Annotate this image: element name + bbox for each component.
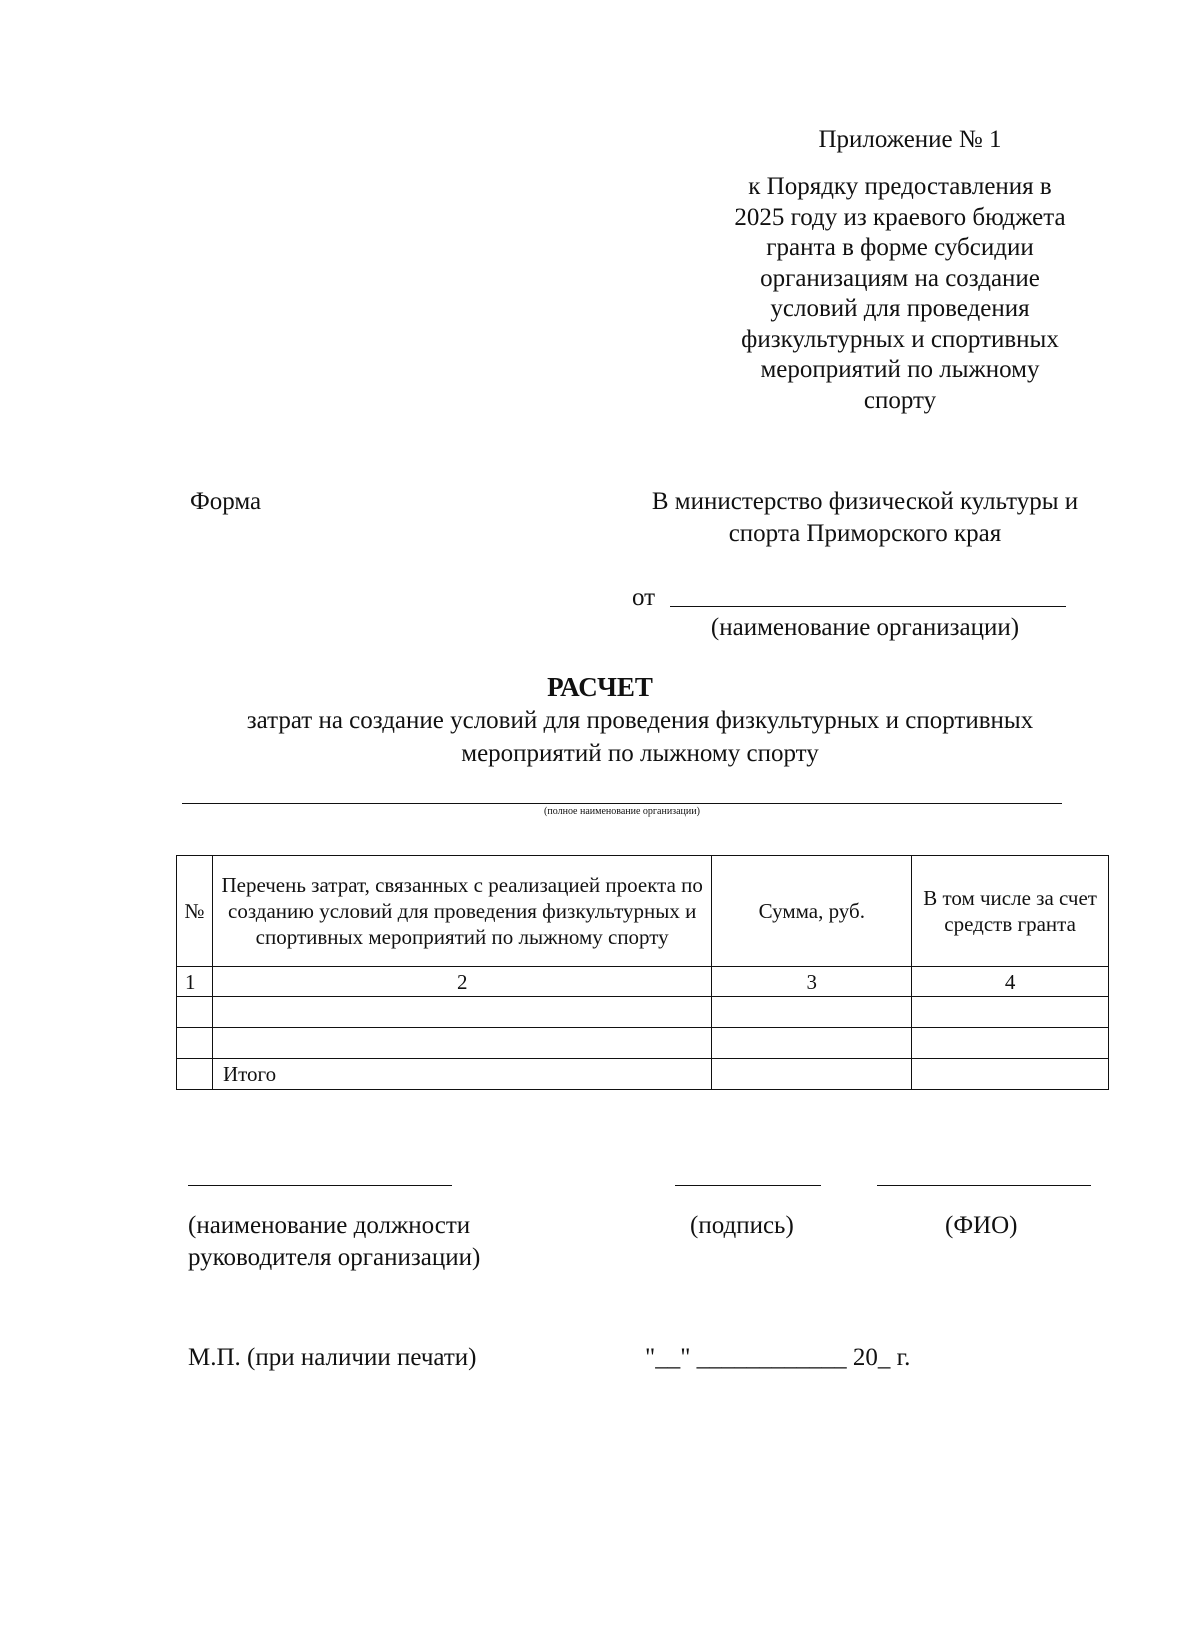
table-cell[interactable]: [712, 997, 912, 1028]
total-amount-cell[interactable]: [712, 1059, 912, 1090]
index-cell: 2: [212, 967, 711, 997]
table-cell[interactable]: [912, 1028, 1109, 1059]
table-row: [177, 1028, 1109, 1059]
table-total-row: [177, 1059, 1109, 1090]
table-index-row: [177, 967, 1109, 997]
from-label: от: [632, 584, 656, 611]
table-header-row: [177, 856, 1109, 967]
appendix-text: к Порядку предоставления в 2025 году из краевого бюджета гранта в форме субсидии организациям на создание условий для проведения физкультурных и спортивных мероприятий по лыжному спорту: [734, 173, 1066, 414]
document-title: РАСЧЕТ: [547, 672, 653, 702]
full-organization-name-caption: (полное наименование организации): [544, 806, 700, 817]
appendix-title: Приложение № 1: [818, 126, 1002, 153]
index-cell: 3: [712, 967, 912, 997]
stamp-note: М.П. (при наличии печати): [188, 1344, 477, 1371]
organization-name-field[interactable]: [670, 606, 1066, 607]
total-label: Итого: [212, 1059, 711, 1090]
table-cell[interactable]: [712, 1028, 912, 1059]
position-signature-line[interactable]: [188, 1185, 452, 1186]
header-expense-list: Перечень затрат, связанных с реализацией проекта по созданию условий для проведения физкультурных и спортивных мероприятий по лыжному спорту: [212, 856, 711, 967]
table-cell[interactable]: [177, 997, 213, 1028]
document-subtitle: затрат на создание условий для проведения физкультурных и спортивных мероприятий по лыжному спорту: [246, 707, 1034, 767]
organization-name-caption: (наименование организации): [710, 614, 1020, 641]
table-cell: [177, 1059, 213, 1090]
table-cell[interactable]: [212, 1028, 711, 1059]
full-organization-name-field[interactable]: [182, 803, 1062, 804]
table-row: [177, 997, 1109, 1028]
signature-line[interactable]: [675, 1185, 821, 1186]
full-name-caption: (ФИО): [945, 1212, 1018, 1239]
table-cell[interactable]: [212, 997, 711, 1028]
table-cell[interactable]: [177, 1028, 213, 1059]
index-cell: 4: [912, 967, 1109, 997]
form-label: Форма: [190, 488, 262, 515]
position-caption: (наименование должности руководителя организации): [188, 1212, 481, 1271]
signature-caption: (подпись): [690, 1212, 794, 1239]
date-field[interactable]: "__" ____________ 20_ г.: [645, 1344, 911, 1371]
full-name-line[interactable]: [877, 1185, 1091, 1186]
total-grant-cell[interactable]: [912, 1059, 1109, 1090]
addressee: В министерство физической культуры и спорта Приморского края: [651, 488, 1079, 547]
table-cell[interactable]: [912, 997, 1109, 1028]
header-amount: Сумма, руб.: [712, 856, 912, 967]
index-cell: 1: [177, 967, 213, 997]
header-number: №: [177, 856, 213, 967]
expenses-table: [176, 855, 1109, 1090]
header-grant-share: В том числе за счет средств гранта: [912, 856, 1109, 967]
